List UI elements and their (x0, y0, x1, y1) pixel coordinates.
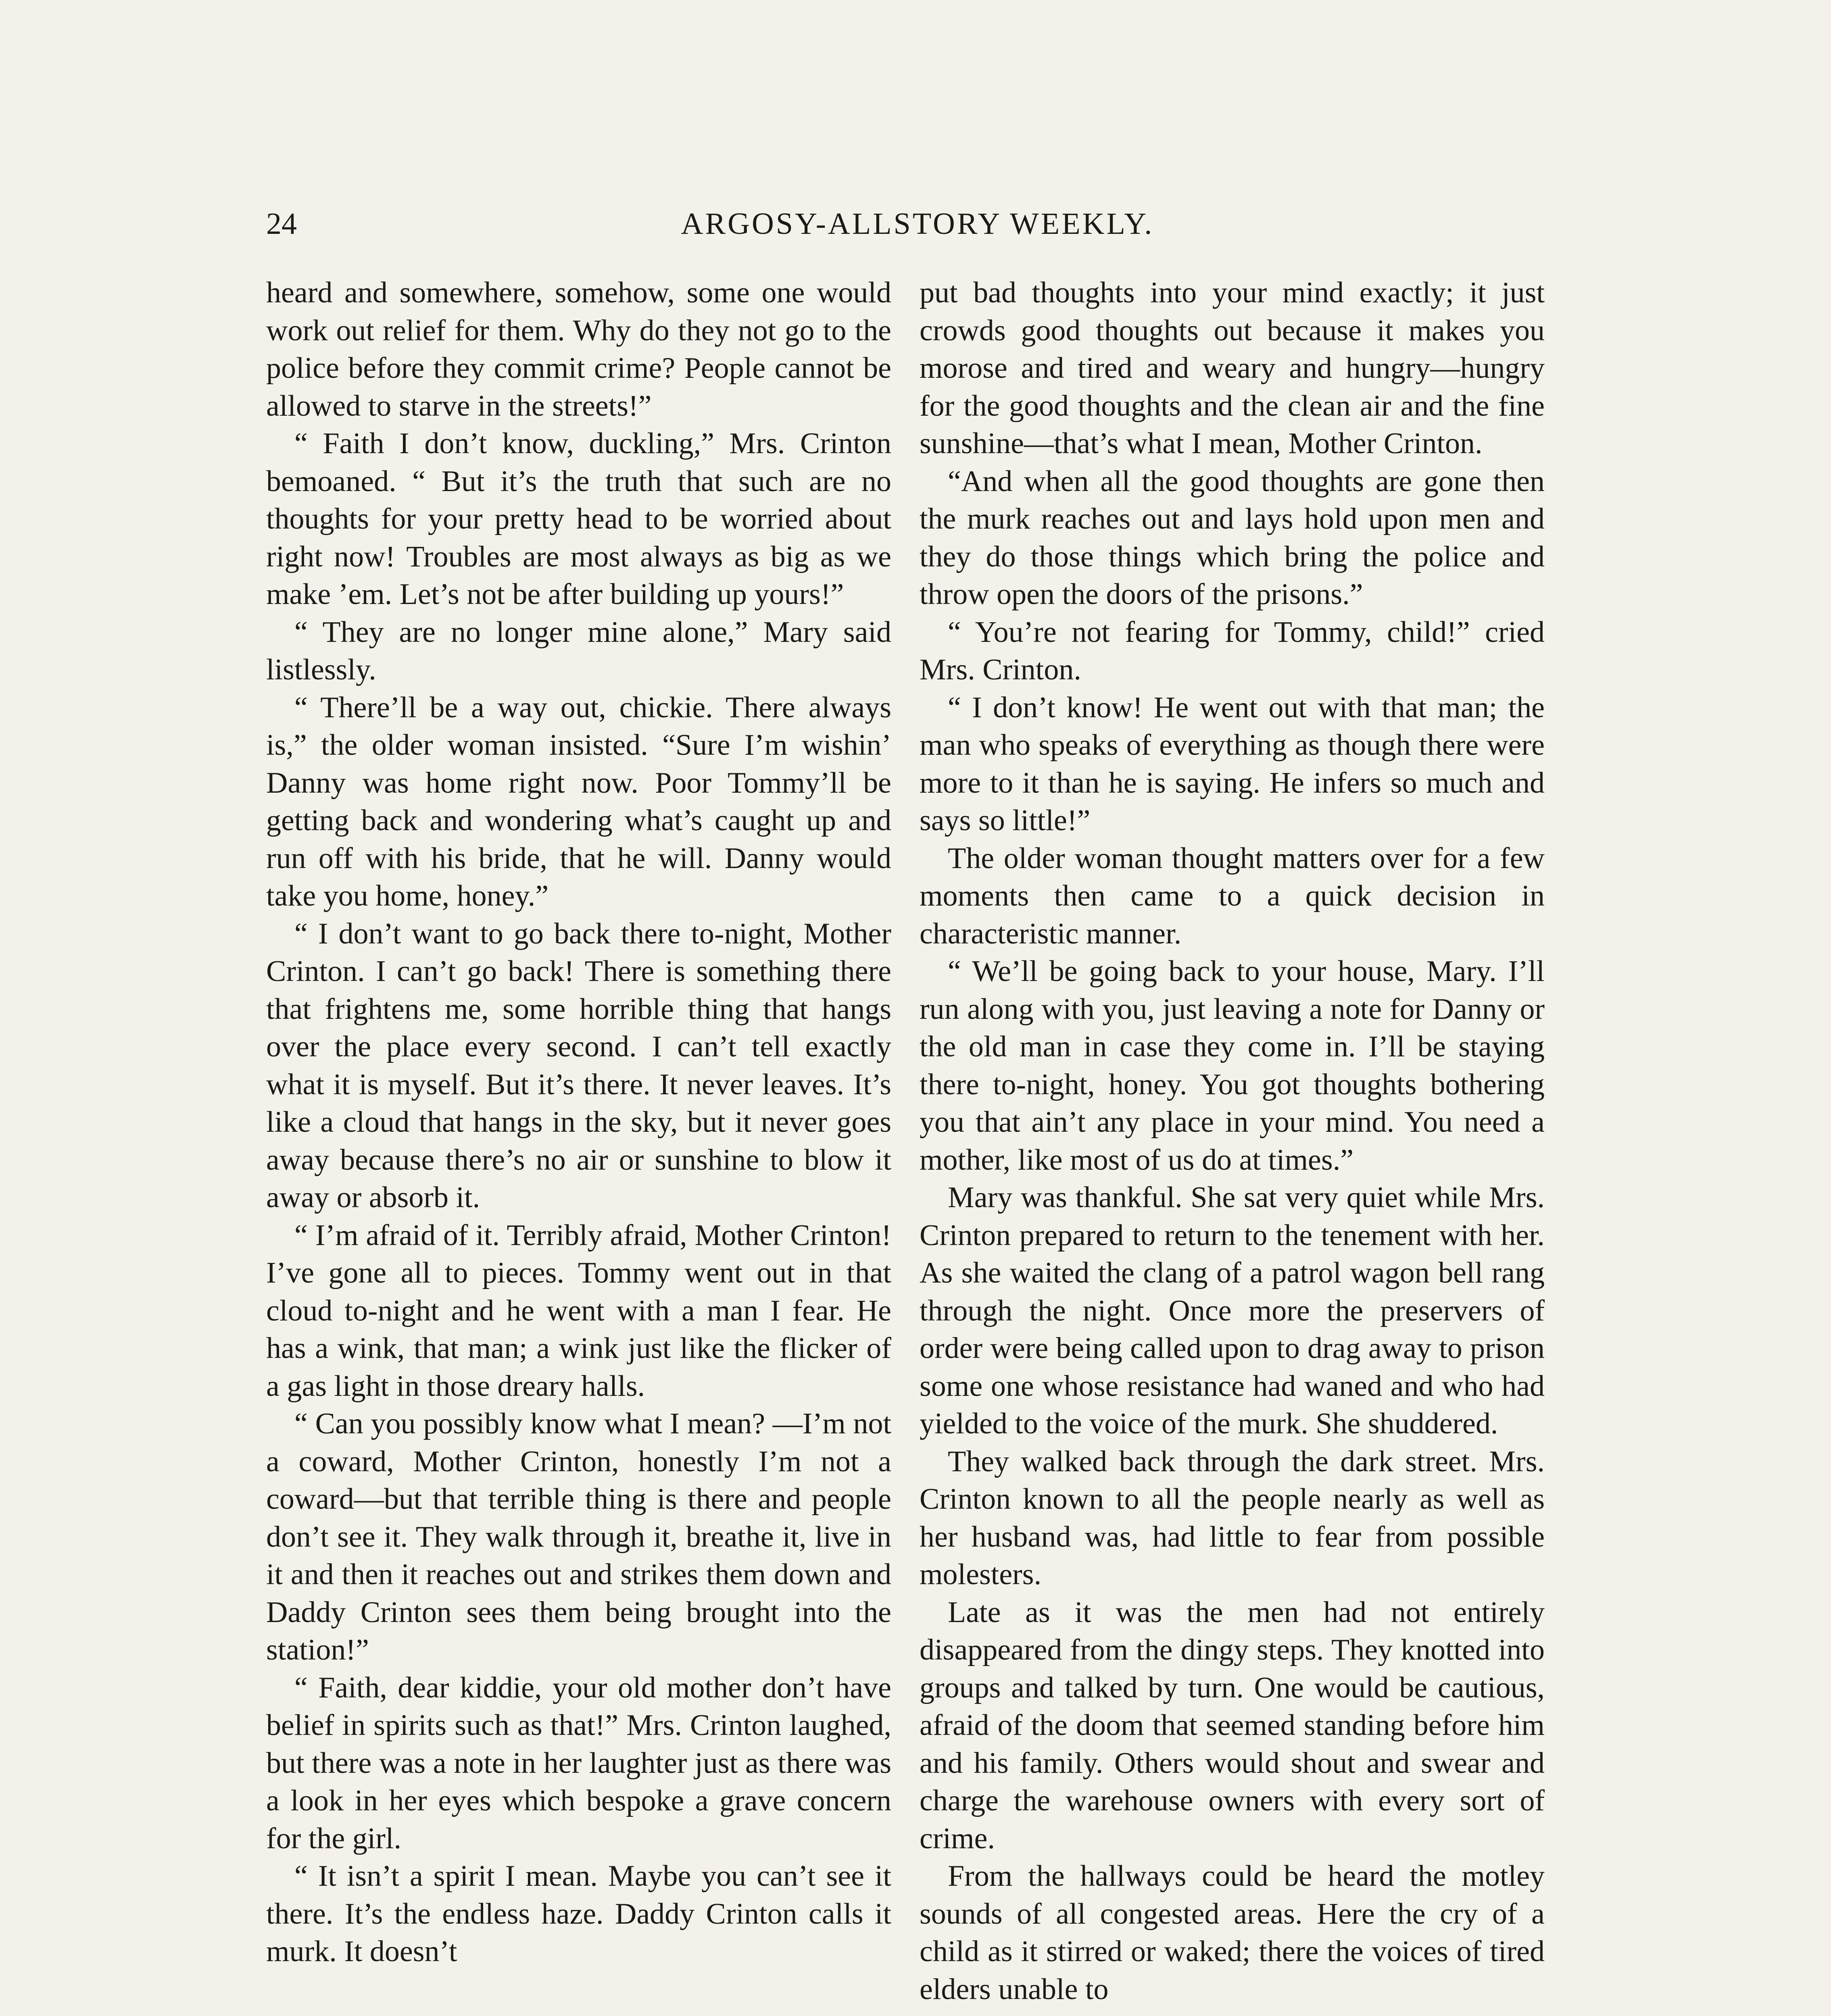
paragraph: “ There’ll be a way out, chickie. There always is,” the older woman insisted. “Sure I’m wishin’ Danny was home right now. Poor Tommy’ll be getting back and wondering what’s caught up and run off with his bride, that he will. Danny would take you home, honey.” (266, 691, 891, 912)
paragraph: “ I don’t know! He went out with that man; the man who speaks of everything as though there were more to it than he is saying. He infers so much and says so little!” (920, 691, 1545, 837)
paragraph: “ Can you possibly know what I mean? —I’m not a coward, Mother Crinton, honestly I’m not a coward—but that terrible thing is there and people don’t see it. They walk through it, breathe it, live in it and then it reaches out and strikes them down and Daddy Crinton sees them being brought into the station!” (266, 1407, 891, 1666)
paragraph: “ They are no longer mine alone,” Mary said listlessly. (266, 615, 891, 686)
paragraph: “And when all the good thoughts are gone then the murk reaches out and lays hold upon men and they do those things which bring the police and throw open the doors of the prisons.” (920, 464, 1545, 611)
paragraph: The older woman thought matters over for a few moments then came to a quick decision in characteristic manner. (920, 841, 1545, 950)
paragraph: “ We’ll be going back to your house, Mary. I’ll run along with you, just leaving a note for Danny or the old man in case they come in. I’ll be staying there to-night, honey. You got thoughts bothering you that ain’t any place in your mind. You need a mother, like most of us do at times.” (920, 955, 1545, 1177)
page-number: 24 (266, 207, 297, 241)
paragraph: “ I’m afraid of it. Terribly afraid, Mother Crinton! I’ve gone all to pieces. Tommy went out in that cloud to-night and he went with a man I fear. He has a wink, that man; a wink just like the flicker of a gas light in those dreary halls. (266, 1218, 891, 1403)
paragraph: “ Faith I don’t know, duckling,” Mrs. Crinton bemoaned. “ But it’s the truth that such are no thoughts for your pretty head to be worried about right now! Troubles are most always as big as we make ’em. Let’s not be after building up yours!” (266, 427, 891, 611)
paragraph: “ Faith, dear kiddie, your old mother don’t have belief in spirits such as that!” Mrs. Crinton laughed, but there was a note in her laughter just as there was a look in her eyes which bespoke a grave concern for the girl. (266, 1671, 891, 1855)
paragraph: heard and somewhere, somehow, some one would work out relief for them. Why do they not go to the police before they commit crime? People cannot be allowed to starve in the streets!” (266, 276, 891, 423)
page-header (266, 204, 1569, 248)
running-title: ARGOSY-ALLSTORY WEEKLY. (681, 207, 1154, 241)
paragraph: “ I don’t want to go back there to-night, Mother Crinton. I can’t go back! There is something there that frightens me, some horrible thing that hangs over the place every second. I can’t tell exactly what it is myself. But it’s there. It never leaves. It’s like a cloud that hangs in the sky, but it never goes away because there’s no air or sunshine to blow it away or absorb it. (266, 917, 891, 1214)
paragraph: They walked back through the dark street. Mrs. Crinton known to all the people nearly as well as her husband was, had little to fear from possible molesters. (920, 1445, 1545, 1591)
paragraph: “ It isn’t a spirit I mean. Maybe you can’t see it there. It’s the endless haze. Daddy Crinton calls it murk. It doesn’t (266, 1860, 891, 1968)
paragraph: Mary was thankful. She sat very quiet while Mrs. Crinton prepared to return to the tenement with her. As she waited the clang of a patrol wagon bell rang through the night. Once more the preservers of order were being called upon to drag away to prison some one whose resistance had waned and who had yielded to the voice of the murk. She shuddered. (920, 1181, 1545, 1440)
paragraph: put bad thoughts into your mind exactly; it just crowds good thoughts out because it makes you morose and tired and weary and hungry—hungry for the good thoughts and the clean air and the fine sunshine—that’s what I mean, Mother Crinton. (920, 276, 1545, 460)
paragraph: “ You’re not fearing for Tommy, child!” cried Mrs. Crinton. (920, 615, 1545, 686)
paragraph: Late as it was the men had not entirely disappeared from the dingy steps. They knotted into groups and talked by turn. One would be cautious, afraid of the doom that seemed standing before him and his family. Others would shout and swear and charge the warehouse owners with every sort of crime. (920, 1595, 1545, 1855)
paragraph: From the hallways could be heard the motley sounds of all congested areas. Here the cry of a child as it stirred or waked; there the voices of tired elders unable to (920, 1860, 1545, 2006)
right-column (920, 274, 1545, 2008)
left-column (266, 274, 891, 1971)
